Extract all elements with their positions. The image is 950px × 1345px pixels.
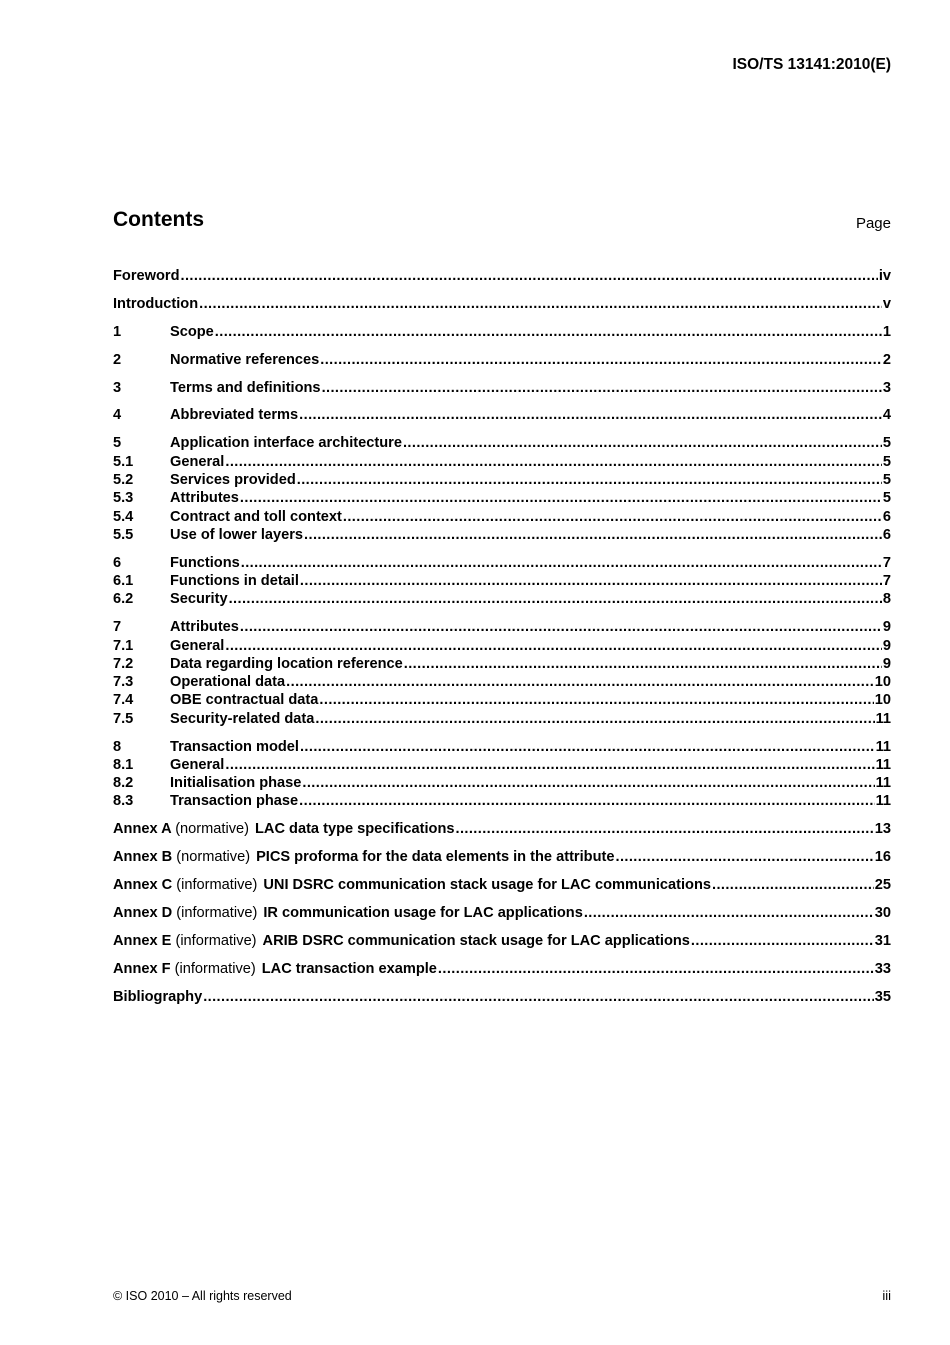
toc-entry-page: 3 (882, 379, 891, 396)
toc-entry-number: 3 (113, 379, 122, 396)
toc-annex-entry[interactable] (113, 849, 891, 867)
toc-entry-number: 7.2 (113, 655, 134, 672)
annex-label: Annex A (113, 821, 172, 838)
toc-entry-title: Security (170, 591, 228, 608)
toc-entry-page: 9 (882, 655, 891, 672)
toc-dot-leader (297, 472, 882, 488)
toc-entry[interactable] (113, 619, 891, 637)
toc-dot-leader (302, 775, 874, 791)
toc-entry-number: 5 (113, 435, 122, 452)
toc-entry-title: General (170, 756, 225, 773)
toc-entry-title: Transaction phase (170, 793, 299, 810)
annex-title: UNI DSRC communication stack usage for LAC communications (263, 877, 711, 894)
toc-entry-number: 7.4 (113, 692, 134, 709)
toc-entry-title: Attributes (170, 619, 239, 636)
toc-entry-number: 6.1 (113, 573, 134, 590)
toc-entry-title: Use of lower layers (170, 526, 304, 543)
toc-entry-page: 11 (875, 775, 891, 792)
toc-entry-title: Data regarding location reference (170, 655, 403, 672)
toc-bibliography-entry[interactable] (113, 989, 891, 1007)
annex-label: Annex F (113, 960, 171, 977)
toc-entry-page: 33 (874, 960, 891, 977)
toc-entry[interactable] (113, 296, 891, 314)
toc-entry-page: 7 (882, 573, 891, 590)
toc-entry[interactable] (113, 454, 891, 472)
toc-dot-leader (203, 989, 874, 1005)
toc-entry-page: 31 (874, 932, 891, 949)
toc-entry-number: 5.2 (113, 471, 134, 488)
toc-annex-entry[interactable] (113, 905, 891, 923)
toc-entry-title: Foreword (113, 268, 180, 284)
toc-entry-page: 6 (882, 508, 891, 525)
toc-entry-page: 10 (874, 674, 891, 691)
toc-entry[interactable] (113, 757, 891, 775)
toc-entry[interactable] (113, 555, 891, 573)
annex-type: (informative) (175, 932, 257, 949)
toc-entry-page: v (882, 295, 891, 312)
toc-entry-number: 7.1 (113, 637, 134, 654)
toc-dot-leader (315, 711, 874, 727)
toc-dot-leader (438, 961, 874, 977)
toc-dot-leader (300, 739, 875, 755)
toc-entry[interactable] (113, 775, 891, 793)
toc-entry-title: General (170, 453, 225, 470)
toc-entry-number: 6.2 (113, 591, 134, 608)
toc-annex-heading (113, 821, 454, 837)
toc-annex-entry[interactable] (113, 877, 891, 895)
toc-entry[interactable] (113, 268, 891, 286)
annex-type: (informative) (176, 905, 258, 922)
toc-entry-page: 11 (875, 793, 891, 810)
toc-entry[interactable] (113, 711, 891, 729)
toc-entry-title: Scope (170, 323, 214, 340)
toc-dot-leader (299, 407, 882, 423)
page-column-label: Page (855, 215, 891, 232)
toc-entry-number: 7 (113, 619, 122, 636)
toc-entry-number: 8.1 (113, 756, 134, 773)
toc-annex-heading (113, 849, 614, 865)
toc-entry-title: Application interface architecture (170, 435, 402, 452)
toc-entry-number: 6 (113, 554, 122, 571)
footer-page-number: iii (882, 1288, 891, 1303)
toc-annex-heading (113, 933, 690, 949)
toc-entry-page: 6 (882, 526, 891, 543)
toc-dot-leader (229, 591, 882, 607)
toc-entry[interactable] (113, 380, 891, 398)
toc-entry-title: Functions (170, 554, 240, 571)
toc-entry[interactable] (113, 739, 891, 757)
annex-type: (informative) (176, 877, 258, 894)
toc-entry-title: Normative references (170, 351, 320, 368)
toc-dot-leader (615, 849, 873, 865)
toc-dot-leader (712, 877, 874, 893)
toc-entry-title: Services provided (170, 471, 296, 488)
toc-entry[interactable] (113, 435, 891, 453)
toc-entry[interactable] (113, 509, 891, 527)
toc-entry-title: Initialisation phase (170, 775, 302, 792)
toc-entry-page: 16 (874, 849, 891, 866)
toc-dot-leader (343, 509, 882, 525)
footer-copyright: © ISO 2010 – All rights reserved (113, 1289, 292, 1303)
toc-dot-leader (215, 324, 882, 340)
toc-entry-number: 5.3 (113, 490, 134, 507)
toc-dot-leader (299, 793, 874, 809)
toc-entry[interactable] (113, 472, 891, 490)
toc-entry[interactable] (113, 656, 891, 674)
contents-title: Contents (113, 208, 204, 231)
toc-entry-page: 11 (875, 738, 891, 755)
toc-dot-leader (304, 527, 882, 543)
toc-dot-leader (691, 933, 874, 949)
toc-entry-page: 11 (875, 710, 891, 727)
annex-title: LAC data type specifications (254, 821, 455, 838)
toc-entry-title: Terms and definitions (170, 379, 321, 396)
toc-entry-number: 5.1 (113, 453, 134, 470)
toc-entry-number: 8.3 (113, 793, 134, 810)
toc-annex-heading (113, 961, 437, 977)
toc-entry-number: 8.2 (113, 775, 134, 792)
annex-title: ARIB DSRC communication stack usage for LAC applications (262, 932, 690, 949)
toc-entry-title: Security-related data (170, 710, 315, 727)
toc-entry-number: 5.5 (113, 526, 134, 543)
toc-entry-title: Functions in detail (170, 573, 299, 590)
toc-dot-leader (584, 905, 874, 921)
toc-entry-page: 5 (882, 453, 891, 470)
toc-annex-entry[interactable] (113, 961, 891, 979)
annex-type: (normative) (176, 849, 251, 866)
annex-type: (normative) (175, 821, 249, 838)
toc-entry-title: Contract and toll context (170, 508, 342, 525)
toc-dot-leader (322, 380, 882, 396)
toc-entry-page: 10 (874, 692, 891, 709)
annex-label: Annex E (113, 932, 172, 949)
toc-dot-leader (241, 555, 882, 571)
toc-dot-leader (403, 435, 882, 451)
toc-entry-page: 11 (875, 756, 891, 773)
toc-entry[interactable] (113, 793, 891, 811)
annex-label: Annex B (113, 849, 173, 866)
toc-annex-heading (113, 905, 583, 921)
toc-entry-page: 8 (882, 591, 891, 608)
toc-entry-title: General (170, 637, 225, 654)
toc-dot-leader (199, 296, 882, 312)
toc-entry-number: 5.4 (113, 508, 134, 525)
toc-entry-page: 5 (882, 490, 891, 507)
toc-dot-leader (225, 638, 882, 654)
toc-entry-page: 9 (882, 619, 891, 636)
annex-title: LAC transaction example (261, 960, 437, 977)
toc-entry-title: Attributes (170, 490, 239, 507)
annex-title: IR communication usage for LAC applications (263, 905, 583, 922)
toc-entry-title: Introduction (113, 295, 199, 312)
toc-entry-page: 13 (874, 821, 891, 838)
toc-dot-leader (455, 821, 873, 837)
annex-label: Annex C (113, 877, 173, 894)
toc-entry-number: 4 (113, 407, 122, 424)
toc-entry-number: 1 (113, 323, 122, 340)
toc-entry-number: 7.5 (113, 710, 134, 727)
toc-dot-leader (225, 757, 874, 773)
toc-entry[interactable] (113, 407, 891, 425)
toc-entry-page: iv (878, 268, 891, 284)
toc-entry-page: 35 (874, 988, 891, 1005)
toc-entry-page: 4 (882, 407, 891, 424)
table-of-contents (113, 268, 891, 1007)
toc-dot-leader (286, 674, 874, 690)
toc-entry-page: 9 (882, 637, 891, 654)
toc-entry[interactable] (113, 527, 891, 545)
toc-entry-page: 25 (874, 877, 891, 894)
toc-entry-page: 5 (882, 435, 891, 452)
toc-entry[interactable] (113, 324, 891, 342)
toc-dot-leader (240, 490, 882, 506)
toc-annex-entry[interactable] (113, 933, 891, 951)
toc-entry-number: 2 (113, 351, 122, 368)
toc-annex-entry[interactable] (113, 821, 891, 839)
document-id: ISO/TS 13141:2010(E) (732, 56, 891, 73)
toc-entry-page: 2 (882, 351, 891, 368)
toc-entry[interactable] (113, 352, 891, 370)
toc-dot-leader (300, 573, 882, 589)
annex-title: PICS proforma for the data elements in the attribute (256, 849, 615, 866)
toc-entry-page: 7 (882, 554, 891, 571)
toc-entry-number: 8 (113, 738, 122, 755)
toc-entry-number: 7.3 (113, 674, 134, 691)
toc-entry[interactable] (113, 573, 891, 591)
toc-entry[interactable] (113, 674, 891, 692)
toc-entry-title: OBE contractual data (170, 692, 319, 709)
toc-entry-title: Bibliography (113, 988, 203, 1005)
toc-entry[interactable] (113, 490, 891, 508)
toc-dot-leader (404, 656, 882, 672)
toc-entry-title: Operational data (170, 674, 286, 691)
toc-entry-page: 1 (882, 323, 891, 340)
toc-dot-leader (240, 619, 882, 635)
toc-entry-page: 5 (882, 471, 891, 488)
toc-dot-leader (225, 454, 882, 470)
toc-dot-leader (180, 268, 877, 284)
toc-dot-leader (320, 352, 882, 368)
toc-entry-title: Transaction model (170, 738, 299, 755)
toc-entry[interactable] (113, 638, 891, 656)
toc-dot-leader (319, 692, 873, 708)
toc-entry-title: Abbreviated terms (170, 407, 299, 424)
annex-label: Annex D (113, 905, 173, 922)
toc-annex-heading (113, 877, 711, 893)
toc-entry[interactable] (113, 591, 891, 609)
annex-type: (informative) (174, 960, 256, 977)
toc-entry[interactable] (113, 692, 891, 710)
toc-entry-page: 30 (874, 905, 891, 922)
